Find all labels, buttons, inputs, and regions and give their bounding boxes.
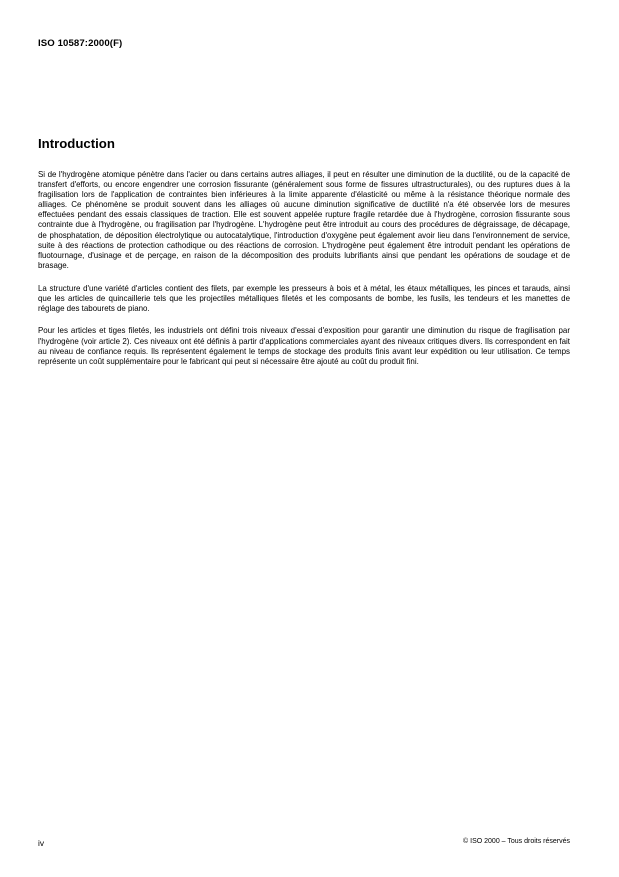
page-number: iv [38, 838, 45, 848]
paragraph-hydrogen-embrittlement: Si de l'hydrogène atomique pénètre dans l'acier ou dans certains autres alliages, il peut en résulter une diminution de la ductilité, ou de la capacité de transfert d'efforts, ou encore engendrer une corrosion fissurante (généralement sous forme de fissures ultrastructurales), ou des ruptures dues à la fragilisation lors de l'application de contraintes bien inférieures à la limite apparente d'élasticité ou même à la résistance théorique normale des alliages. Ce phénomène se produit souvent dans les alliages où aucune diminution significative de ductilité n'a été observée lors de mesures effectuées pendant des essais classiques de traction. Elle est souvent appelée rupture fragile retardée due à l'hydrogène, corrosion fissurante sous contrainte due à l'hydrogène, ou fragilisation par l'hydrogène. L'hydrogène peut être introduit au cours des procédures de dégraissage, de décapage, de phosphatation, de déposition électrolytique ou autocatalytique, l'introduction d'oxygène peut également avoir lieu dans l'environnement de service, suite à des réactions de protection cathodique ou des réactions de corrosion. L'hydrogène peut également être introduit pendant les opérations de fluotournage, d'usinage et de perçage, en raison de la décomposition des produits lubrifiants ainsi que pendant les opérations de soudage et de brasage. [38, 170, 570, 270]
copyright-notice: © ISO 2000 – Tous droits réservés [463, 838, 570, 845]
paragraph-threaded-articles: La structure d'une variété d'articles contient des filets, par exemple les presseurs à bois et à métal, les étaux métalliques, les pinces et tarauds, ainsi que les articles de quincaillerie tels que les projectiles métalliques filetés et les composants de bombe, les fusils, les tendeurs et les manettes de réglage des tabourets de piano. [38, 283, 570, 313]
section-title: Introduction [38, 136, 115, 151]
document-reference: ISO 10587:2000(F) [38, 38, 123, 49]
section-body [38, 170, 570, 379]
paragraph-test-levels: Pour les articles et tiges filetés, les industriels ont défini trois niveaux d'essai d'exposition pour garantir une diminution du risque de fragilisation par l'hydrogène (voir article 2). Ces niveaux ont été définis à partir d'applications commerciales ayant des niveaux critiques divers. Ils correspondent en fait au niveau de confiance requis. Ils représentent également le temps de stockage des produits finis avant leur expédition ou leur utilisation. Ce temps représente un coût supplémentaire pour le fabricant qui peut si nécessaire être ajouté au coût du produit fini. [38, 326, 570, 366]
